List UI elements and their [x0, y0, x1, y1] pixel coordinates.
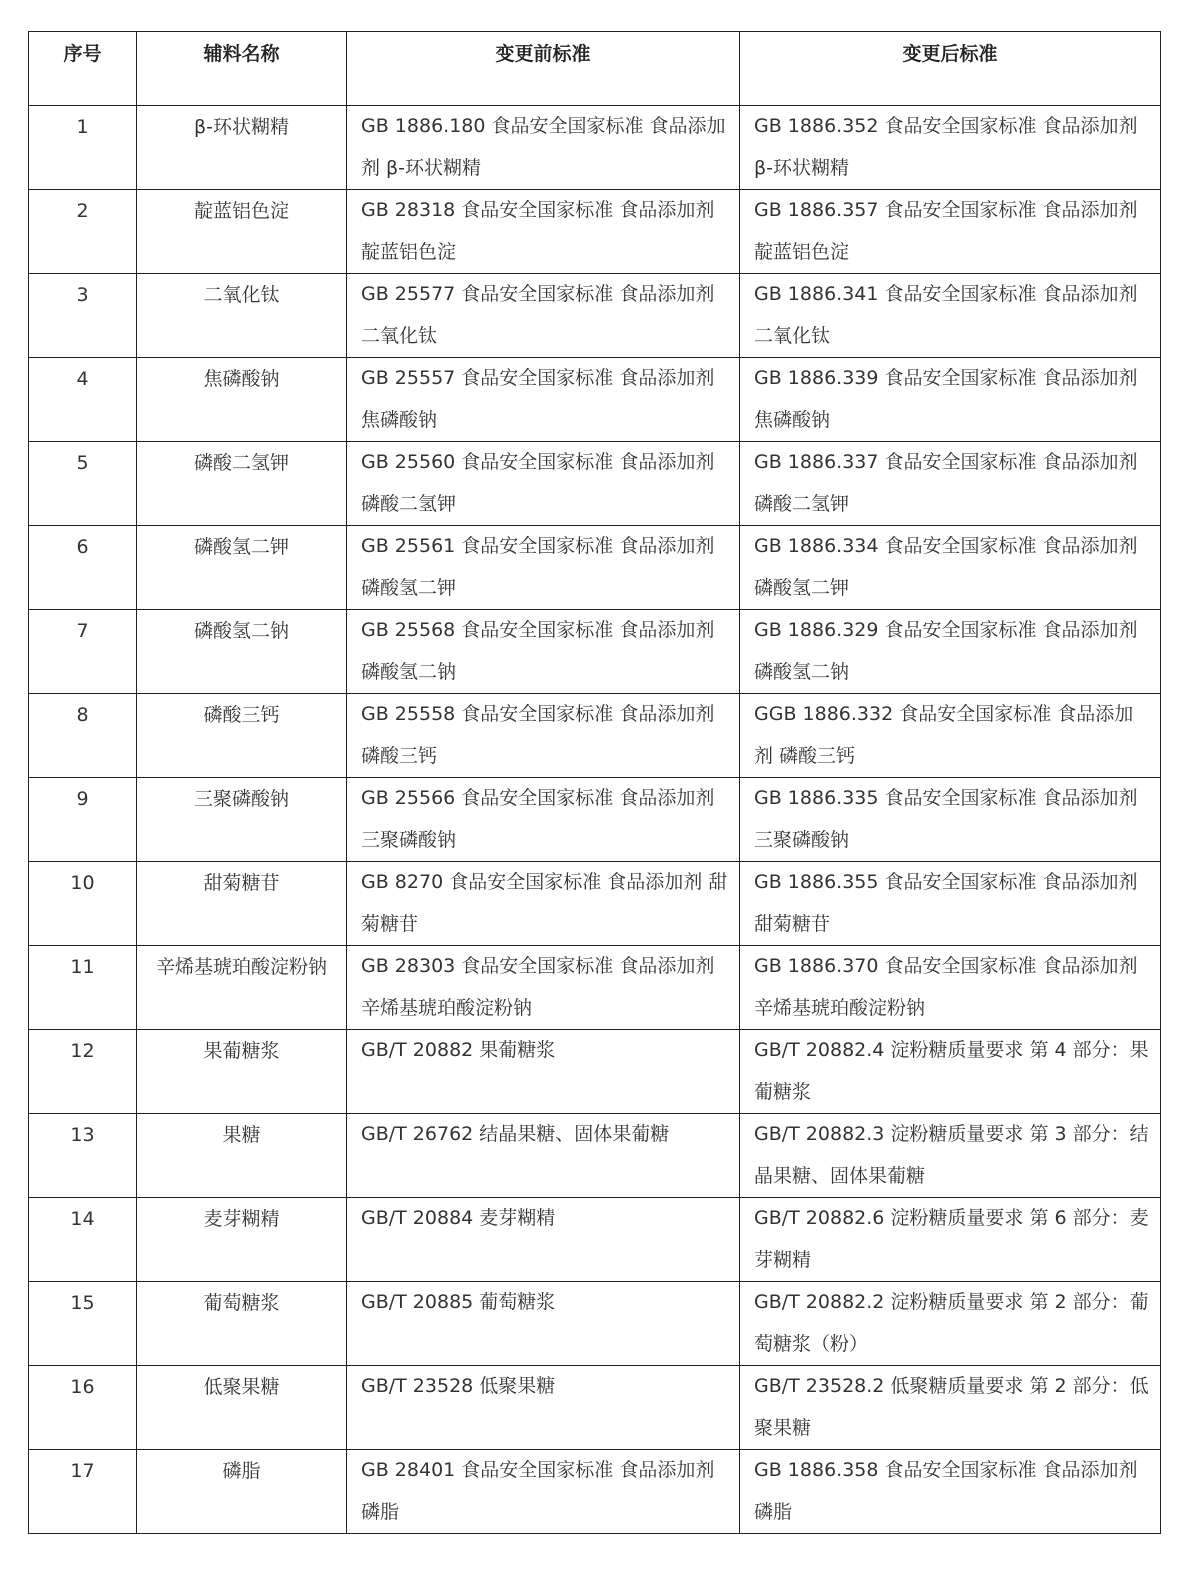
standard-before-cell: GB 25557 食品安全国家标准 食品添加剂 焦磷酸钠 [347, 358, 740, 442]
row-index-cell: 7 [29, 610, 137, 694]
header-row [29, 32, 1161, 106]
material-name-cell: 磷酸氢二钾 [137, 526, 347, 610]
standard-after-cell: GB/T 20882.2 淀粉糖质量要求 第 2 部分：葡萄糖浆（粉） [740, 1282, 1161, 1366]
material-name-cell: 靛蓝铝色淀 [137, 190, 347, 274]
material-name-cell: 磷酸三钙 [137, 694, 347, 778]
table-row [29, 946, 1161, 1030]
table-row [29, 190, 1161, 274]
material-name-cell: 磷酸二氢钾 [137, 442, 347, 526]
material-name-cell: β-环状糊精 [137, 106, 347, 190]
table-row [29, 778, 1161, 862]
material-name-cell: 磷酸氢二钠 [137, 610, 347, 694]
table-row [29, 1282, 1161, 1366]
row-index-cell: 4 [29, 358, 137, 442]
table-row [29, 106, 1161, 190]
standard-after-cell: GB/T 20882.6 淀粉糖质量要求 第 6 部分：麦芽糊精 [740, 1198, 1161, 1282]
standard-after-cell: GB 1886.329 食品安全国家标准 食品添加剂 磷酸氢二钠 [740, 610, 1161, 694]
standard-before-cell: GB 25560 食品安全国家标准 食品添加剂 磷酸二氢钾 [347, 442, 740, 526]
row-index-cell: 14 [29, 1198, 137, 1282]
standard-after-cell: GB/T 23528.2 低聚糖质量要求 第 2 部分：低聚果糖 [740, 1366, 1161, 1450]
row-index-cell: 11 [29, 946, 137, 1030]
material-name-cell: 二氧化钛 [137, 274, 347, 358]
standard-after-cell: GB 1886.341 食品安全国家标准 食品添加剂 二氧化钛 [740, 274, 1161, 358]
row-index-cell: 5 [29, 442, 137, 526]
standard-before-cell: GB 25577 食品安全国家标准 食品添加剂 二氧化钛 [347, 274, 740, 358]
table-row [29, 862, 1161, 946]
material-name-cell: 焦磷酸钠 [137, 358, 347, 442]
material-name-cell: 磷脂 [137, 1450, 347, 1534]
header-name: 辅料名称 [137, 32, 347, 106]
standard-after-cell: GB 1886.339 食品安全国家标准 食品添加剂 焦磷酸钠 [740, 358, 1161, 442]
table-row [29, 1198, 1161, 1282]
standard-before-cell: GB 28318 食品安全国家标准 食品添加剂 靛蓝铝色淀 [347, 190, 740, 274]
material-name-cell: 麦芽糊精 [137, 1198, 347, 1282]
row-index-cell: 2 [29, 190, 137, 274]
standard-before-cell: GB/T 20884 麦芽糊精 [347, 1198, 740, 1282]
row-index-cell: 12 [29, 1030, 137, 1114]
table-body [29, 106, 1161, 1534]
standard-after-cell: GB 1886.357 食品安全国家标准 食品添加剂 靛蓝铝色淀 [740, 190, 1161, 274]
material-name-cell: 甜菊糖苷 [137, 862, 347, 946]
material-name-cell: 低聚果糖 [137, 1366, 347, 1450]
standard-after-cell: GB 1886.358 食品安全国家标准 食品添加剂 磷脂 [740, 1450, 1161, 1534]
standard-before-cell: GB 28401 食品安全国家标准 食品添加剂 磷脂 [347, 1450, 740, 1534]
header-after: 变更后标准 [740, 32, 1161, 106]
standard-after-cell: GB 1886.334 食品安全国家标准 食品添加剂 磷酸氢二钾 [740, 526, 1161, 610]
standard-after-cell: GB 1886.355 食品安全国家标准 食品添加剂 甜菊糖苷 [740, 862, 1161, 946]
table-row [29, 442, 1161, 526]
standard-before-cell: GB/T 26762 结晶果糖、固体果葡糖 [347, 1114, 740, 1198]
row-index-cell: 10 [29, 862, 137, 946]
table-row [29, 1030, 1161, 1114]
table-row [29, 610, 1161, 694]
standard-before-cell: GB 25558 食品安全国家标准 食品添加剂 磷酸三钙 [347, 694, 740, 778]
standard-after-cell: GB/T 20882.4 淀粉糖质量要求 第 4 部分：果葡糖浆 [740, 1030, 1161, 1114]
row-index-cell: 6 [29, 526, 137, 610]
standard-before-cell: GB 25561 食品安全国家标准 食品添加剂 磷酸氢二钾 [347, 526, 740, 610]
standard-before-cell: GB/T 23528 低聚果糖 [347, 1366, 740, 1450]
standard-before-cell: GB 8270 食品安全国家标准 食品添加剂 甜菊糖苷 [347, 862, 740, 946]
standard-after-cell: GB 1886.337 食品安全国家标准 食品添加剂 磷酸二氢钾 [740, 442, 1161, 526]
standard-after-cell: GB/T 20882.3 淀粉糖质量要求 第 3 部分：结晶果糖、固体果葡糖 [740, 1114, 1161, 1198]
standard-before-cell: GB 25568 食品安全国家标准 食品添加剂 磷酸氢二钠 [347, 610, 740, 694]
material-name-cell: 辛烯基琥珀酸淀粉钠 [137, 946, 347, 1030]
row-index-cell: 15 [29, 1282, 137, 1366]
row-index-cell: 9 [29, 778, 137, 862]
row-index-cell: 16 [29, 1366, 137, 1450]
standard-after-cell: GB 1886.335 食品安全国家标准 食品添加剂 三聚磷酸钠 [740, 778, 1161, 862]
material-name-cell: 葡萄糖浆 [137, 1282, 347, 1366]
table-row [29, 1450, 1161, 1534]
material-name-cell: 果糖 [137, 1114, 347, 1198]
row-index-cell: 1 [29, 106, 137, 190]
standard-before-cell: GB 1886.180 食品安全国家标准 食品添加剂 β-环状糊精 [347, 106, 740, 190]
table-row [29, 1114, 1161, 1198]
standard-after-cell: GB 1886.370 食品安全国家标准 食品添加剂 辛烯基琥珀酸淀粉钠 [740, 946, 1161, 1030]
standard-before-cell: GB/T 20885 葡萄糖浆 [347, 1282, 740, 1366]
row-index-cell: 3 [29, 274, 137, 358]
table-row [29, 358, 1161, 442]
material-name-cell: 果葡糖浆 [137, 1030, 347, 1114]
table-row [29, 274, 1161, 358]
header-before: 变更前标准 [347, 32, 740, 106]
table-row [29, 1366, 1161, 1450]
standard-before-cell: GB 25566 食品安全国家标准 食品添加剂 三聚磷酸钠 [347, 778, 740, 862]
row-index-cell: 17 [29, 1450, 137, 1534]
standard-after-cell: GGB 1886.332 食品安全国家标准 食品添加剂 磷酸三钙 [740, 694, 1161, 778]
header-index: 序号 [29, 32, 137, 106]
row-index-cell: 13 [29, 1114, 137, 1198]
material-name-cell: 三聚磷酸钠 [137, 778, 347, 862]
table-row [29, 694, 1161, 778]
standards-table [28, 31, 1161, 1534]
table-row [29, 526, 1161, 610]
standard-before-cell: GB 28303 食品安全国家标准 食品添加剂 辛烯基琥珀酸淀粉钠 [347, 946, 740, 1030]
standard-after-cell: GB 1886.352 食品安全国家标准 食品添加剂 β-环状糊精 [740, 106, 1161, 190]
row-index-cell: 8 [29, 694, 137, 778]
standard-before-cell: GB/T 20882 果葡糖浆 [347, 1030, 740, 1114]
